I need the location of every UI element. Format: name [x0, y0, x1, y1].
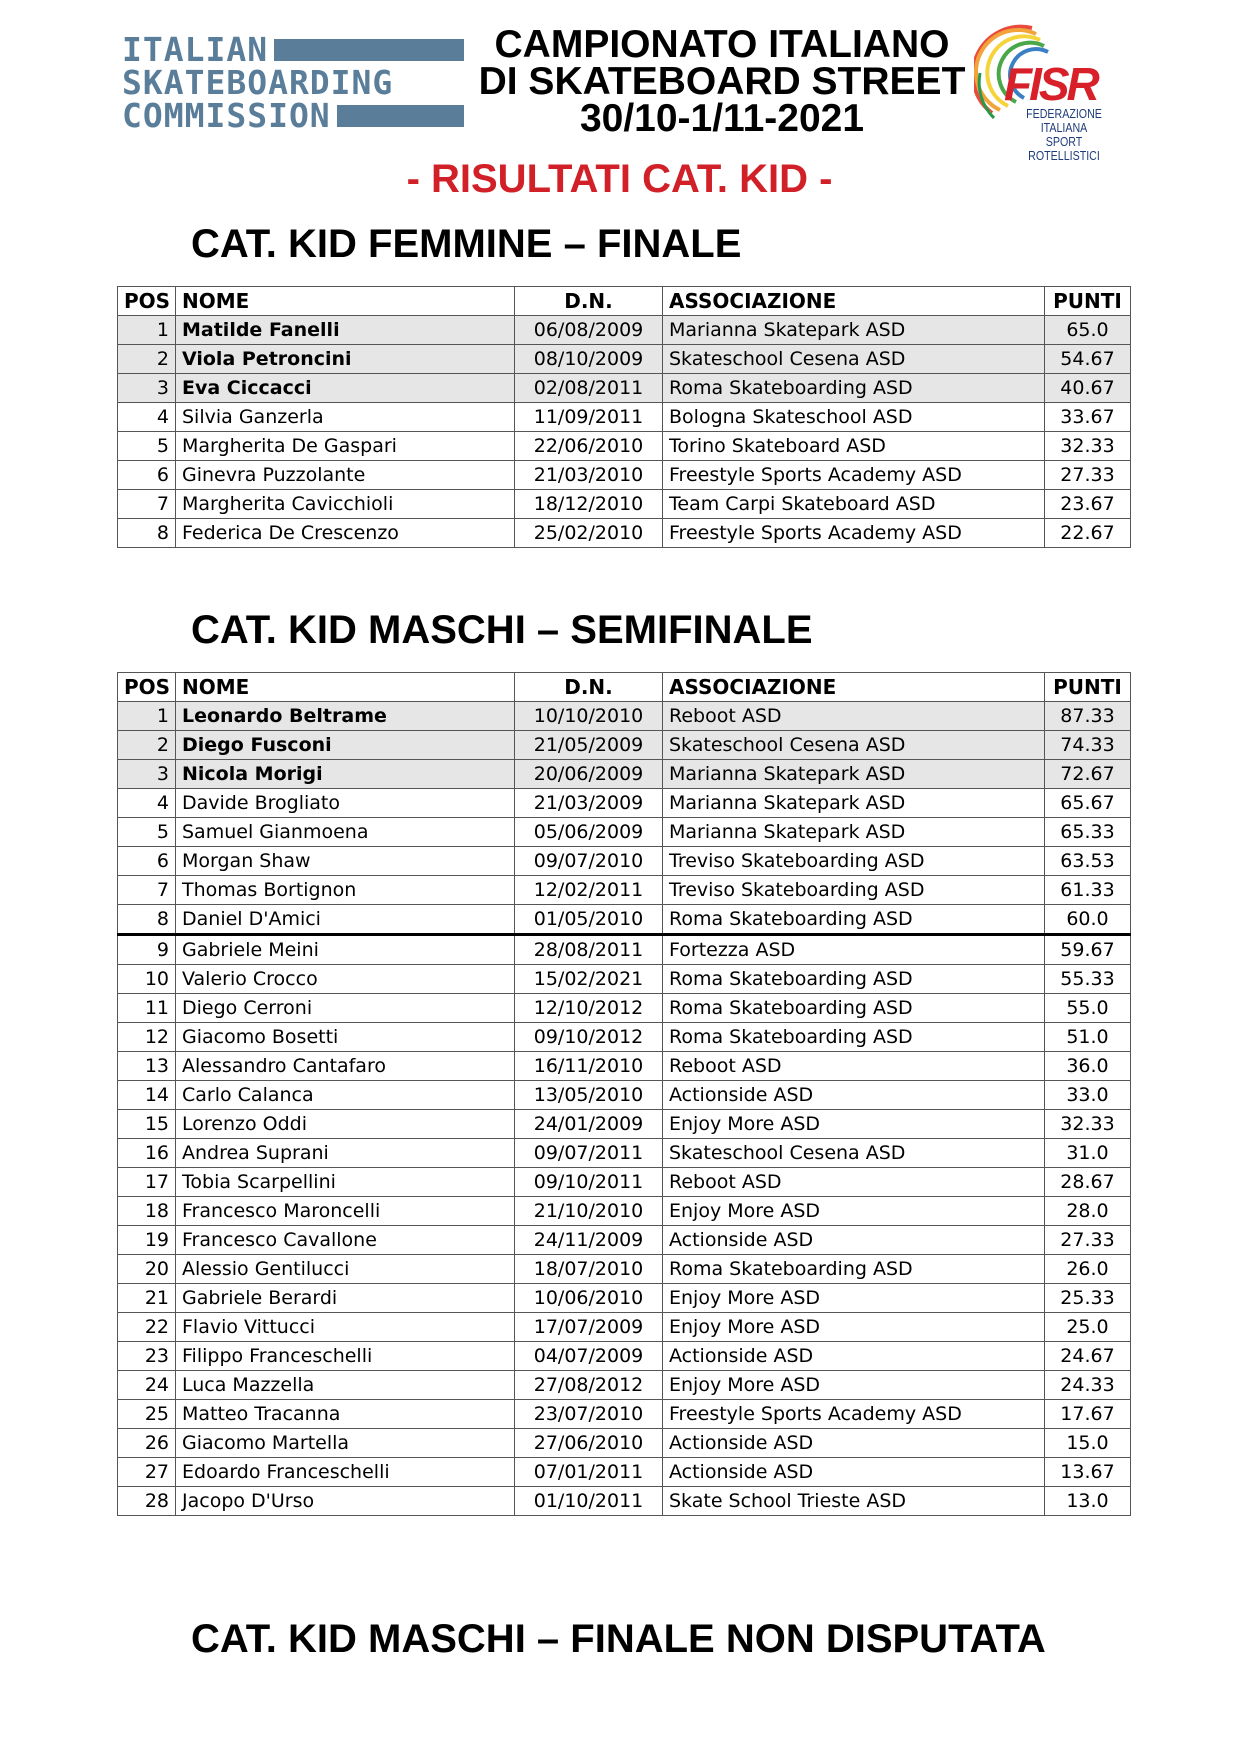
cell-dob: 10/06/2010 [515, 1284, 663, 1313]
cell-pos: 14 [118, 1081, 176, 1110]
cell-dob: 10/10/2010 [515, 702, 663, 731]
cell-club: Actionside ASD [663, 1429, 1045, 1458]
cell-club: Freestyle Sports Academy ASD [663, 1400, 1045, 1429]
cell-name: Eva Ciccacci [176, 374, 515, 403]
cell-dob: 24/01/2009 [515, 1110, 663, 1139]
isc-logo-line-1: ITALIAN [122, 30, 269, 69]
table-row [118, 1255, 1131, 1284]
table-row [118, 1168, 1131, 1197]
table-row [118, 461, 1131, 490]
cell-pos: 4 [118, 403, 176, 432]
cell-points: 25.33 [1045, 1284, 1131, 1313]
cell-name: Alessandro Cantafaro [176, 1052, 515, 1081]
cell-pos: 8 [118, 905, 176, 935]
cell-pos: 18 [118, 1197, 176, 1226]
isc-logo-line-2: SKATEBOARDING [122, 63, 394, 102]
cell-club: Freestyle Sports Academy ASD [663, 461, 1045, 490]
cell-points: 28.67 [1045, 1168, 1131, 1197]
cell-pos: 26 [118, 1429, 176, 1458]
cell-name: Giacomo Bosetti [176, 1023, 515, 1052]
cell-dob: 06/08/2009 [515, 316, 663, 345]
cell-name: Federica De Crescenzo [176, 519, 515, 548]
cell-club: Team Carpi Skateboard ASD [663, 490, 1045, 519]
cell-points: 87.33 [1045, 702, 1131, 731]
cell-dob: 21/05/2009 [515, 731, 663, 760]
cell-club: Roma Skateboarding ASD [663, 374, 1045, 403]
cell-dob: 09/10/2012 [515, 1023, 663, 1052]
col-club-header: ASSOCIAZIONE [663, 287, 1045, 316]
results-subtitle: - RISULTATI CAT. KID - [406, 157, 833, 201]
cell-points: 25.0 [1045, 1313, 1131, 1342]
cell-dob: 09/10/2011 [515, 1168, 663, 1197]
table-row [118, 374, 1131, 403]
table-header-row [118, 673, 1131, 702]
cell-name: Diego Fusconi [176, 731, 515, 760]
cell-club: Roma Skateboarding ASD [663, 905, 1045, 935]
table-row [118, 490, 1131, 519]
cell-club: Enjoy More ASD [663, 1371, 1045, 1400]
cell-dob: 24/11/2009 [515, 1226, 663, 1255]
cell-dob: 21/03/2010 [515, 461, 663, 490]
table-row [118, 1052, 1131, 1081]
cell-dob: 27/08/2012 [515, 1371, 663, 1400]
table-row [118, 1400, 1131, 1429]
cell-pos: 5 [118, 432, 176, 461]
col-club-header: ASSOCIAZIONE [663, 673, 1045, 702]
table-row [118, 1313, 1131, 1342]
cell-club: Marianna Skatepark ASD [663, 789, 1045, 818]
isc-logo-line-3: COMMISSION [122, 96, 331, 135]
cell-club: Marianna Skatepark ASD [663, 818, 1045, 847]
cell-club: Reboot ASD [663, 702, 1045, 731]
final-not-held-note: CAT. KID MASCHI – FINALE NON DISPUTATA [191, 1617, 1046, 1661]
cell-club: Skate School Trieste ASD [663, 1487, 1045, 1516]
cell-points: 22.67 [1045, 519, 1131, 548]
table-row [118, 935, 1131, 965]
cell-name: Margherita De Gaspari [176, 432, 515, 461]
cell-points: 74.33 [1045, 731, 1131, 760]
cell-dob: 05/06/2009 [515, 818, 663, 847]
cell-dob: 04/07/2009 [515, 1342, 663, 1371]
cell-name: Matteo Tracanna [176, 1400, 515, 1429]
table-row [118, 1197, 1131, 1226]
cell-dob: 09/07/2011 [515, 1139, 663, 1168]
cell-points: 33.67 [1045, 403, 1131, 432]
cell-club: Roma Skateboarding ASD [663, 1255, 1045, 1284]
cell-points: 59.67 [1045, 935, 1131, 965]
cell-pos: 21 [118, 1284, 176, 1313]
cell-name: Gabriele Meini [176, 935, 515, 965]
table-row [118, 1458, 1131, 1487]
table-row [118, 847, 1131, 876]
cell-name: Samuel Gianmoena [176, 818, 515, 847]
cell-name: Viola Petroncini [176, 345, 515, 374]
cell-points: 65.0 [1045, 316, 1131, 345]
cell-name: Valerio Crocco [176, 965, 515, 994]
cell-club: Reboot ASD [663, 1052, 1045, 1081]
col-pos-header: POS [118, 287, 176, 316]
cell-club: Roma Skateboarding ASD [663, 965, 1045, 994]
cell-dob: 23/07/2010 [515, 1400, 663, 1429]
cell-club: Bologna Skateschool ASD [663, 403, 1045, 432]
cell-dob: 07/01/2011 [515, 1458, 663, 1487]
table-row [118, 1139, 1131, 1168]
cell-pos: 8 [118, 519, 176, 548]
cell-name: Alessio Gentilucci [176, 1255, 515, 1284]
cell-name: Morgan Shaw [176, 847, 515, 876]
cell-name: Margherita Cavicchioli [176, 490, 515, 519]
table-row [118, 1226, 1131, 1255]
table-row [118, 905, 1131, 935]
table-row [118, 403, 1131, 432]
cell-club: Treviso Skateboarding ASD [663, 876, 1045, 905]
event-dates: 30/10-1/11-2021 [579, 97, 865, 140]
col-dob-header: D.N. [515, 673, 663, 702]
cell-name: Edoardo Franceschelli [176, 1458, 515, 1487]
cell-pos: 27 [118, 1458, 176, 1487]
cell-club: Enjoy More ASD [663, 1313, 1045, 1342]
table-row [118, 1023, 1131, 1052]
cell-club: Enjoy More ASD [663, 1284, 1045, 1313]
table-header-row [118, 287, 1131, 316]
cell-club: Skateschool Cesena ASD [663, 345, 1045, 374]
cell-points: 65.67 [1045, 789, 1131, 818]
cell-name: Tobia Scarpellini [176, 1168, 515, 1197]
cell-points: 32.33 [1045, 432, 1131, 461]
cell-name: Daniel D'Amici [176, 905, 515, 935]
cell-club: Enjoy More ASD [663, 1110, 1045, 1139]
cell-club: Roma Skateboarding ASD [663, 1023, 1045, 1052]
cell-dob: 12/10/2012 [515, 994, 663, 1023]
cell-name: Filippo Franceschelli [176, 1342, 515, 1371]
cell-name: Giacomo Martella [176, 1429, 515, 1458]
cell-dob: 09/07/2010 [515, 847, 663, 876]
cell-points: 61.33 [1045, 876, 1131, 905]
cell-points: 26.0 [1045, 1255, 1131, 1284]
table-row [118, 994, 1131, 1023]
cell-points: 31.0 [1045, 1139, 1131, 1168]
cell-name: Thomas Bortignon [176, 876, 515, 905]
cell-points: 27.33 [1045, 1226, 1131, 1255]
cell-pos: 7 [118, 490, 176, 519]
table-row [118, 789, 1131, 818]
table-row [118, 1110, 1131, 1139]
table-row [118, 1371, 1131, 1400]
cell-points: 33.0 [1045, 1081, 1131, 1110]
cell-dob: 27/06/2010 [515, 1429, 663, 1458]
cell-name: Leonardo Beltrame [176, 702, 515, 731]
col-points-header: PUNTI [1045, 673, 1131, 702]
cell-pos: 4 [118, 789, 176, 818]
cell-dob: 17/07/2009 [515, 1313, 663, 1342]
cell-dob: 15/02/2021 [515, 965, 663, 994]
cell-name: Gabriele Berardi [176, 1284, 515, 1313]
table-row [118, 731, 1131, 760]
document-header [0, 0, 1239, 163]
cell-pos: 15 [118, 1110, 176, 1139]
cell-pos: 22 [118, 1313, 176, 1342]
table-row [118, 1487, 1131, 1516]
fisr-subtitle: FEDERAZIONE ITALIANA SPORT ROTELLISTICI [1026, 106, 1102, 163]
table-row [118, 1342, 1131, 1371]
cell-name: Ginevra Puzzolante [176, 461, 515, 490]
cell-name: Matilde Fanelli [176, 316, 515, 345]
cell-pos: 19 [118, 1226, 176, 1255]
isc-logo [122, 30, 464, 135]
cell-pos: 17 [118, 1168, 176, 1197]
cell-pos: 5 [118, 818, 176, 847]
cell-points: 54.67 [1045, 345, 1131, 374]
cell-name: Andrea Suprani [176, 1139, 515, 1168]
cell-points: 36.0 [1045, 1052, 1131, 1081]
cell-points: 63.53 [1045, 847, 1131, 876]
cell-dob: 18/07/2010 [515, 1255, 663, 1284]
section-title-femmine: CAT. KID FEMMINE – FINALE [191, 222, 742, 266]
cell-dob: 18/12/2010 [515, 490, 663, 519]
results-table-maschi [117, 672, 1131, 1516]
table-row [118, 1284, 1131, 1313]
cell-pos: 1 [118, 702, 176, 731]
cell-name: Davide Brogliato [176, 789, 515, 818]
cell-points: 51.0 [1045, 1023, 1131, 1052]
event-title-line-1: CAMPIONATO ITALIANO [494, 23, 950, 66]
fisr-logo-text: FISR [1004, 58, 1097, 110]
cell-dob: 21/10/2010 [515, 1197, 663, 1226]
cell-name: Carlo Calanca [176, 1081, 515, 1110]
event-title [462, 23, 982, 140]
cell-dob: 01/05/2010 [515, 905, 663, 935]
table-row [118, 316, 1131, 345]
col-pos-header: POS [118, 673, 176, 702]
col-dob-header: D.N. [515, 287, 663, 316]
cell-pos: 25 [118, 1400, 176, 1429]
cell-club: Actionside ASD [663, 1226, 1045, 1255]
cell-pos: 13 [118, 1052, 176, 1081]
section-title-maschi: CAT. KID MASCHI – SEMIFINALE [191, 608, 813, 652]
table-row [118, 702, 1131, 731]
cell-name: Luca Mazzella [176, 1371, 515, 1400]
cell-dob: 25/02/2010 [515, 519, 663, 548]
cell-pos: 9 [118, 935, 176, 965]
cell-club: Reboot ASD [663, 1168, 1045, 1197]
cell-points: 55.33 [1045, 965, 1131, 994]
cell-points: 40.67 [1045, 374, 1131, 403]
cell-name: Diego Cerroni [176, 994, 515, 1023]
cell-name: Jacopo D'Urso [176, 1487, 515, 1516]
cell-points: 24.67 [1045, 1342, 1131, 1371]
cell-points: 13.0 [1045, 1487, 1131, 1516]
table-row [118, 1429, 1131, 1458]
cell-dob: 28/08/2011 [515, 935, 663, 965]
cell-dob: 12/02/2011 [515, 876, 663, 905]
cell-pos: 6 [118, 847, 176, 876]
cell-dob: 08/10/2009 [515, 345, 663, 374]
cell-pos: 28 [118, 1487, 176, 1516]
cell-points: 28.0 [1045, 1197, 1131, 1226]
cell-club: Skateschool Cesena ASD [663, 731, 1045, 760]
cell-club: Marianna Skatepark ASD [663, 316, 1045, 345]
cell-points: 32.33 [1045, 1110, 1131, 1139]
table-row [118, 345, 1131, 374]
cell-name: Francesco Maroncelli [176, 1197, 515, 1226]
cell-points: 15.0 [1045, 1429, 1131, 1458]
cell-name: Silvia Ganzerla [176, 403, 515, 432]
cell-club: Torino Skateboard ASD [663, 432, 1045, 461]
cell-points: 27.33 [1045, 461, 1131, 490]
cell-pos: 1 [118, 316, 176, 345]
table-row [118, 519, 1131, 548]
cell-pos: 24 [118, 1371, 176, 1400]
cell-points: 17.67 [1045, 1400, 1131, 1429]
cell-club: Freestyle Sports Academy ASD [663, 519, 1045, 548]
table-row [118, 760, 1131, 789]
cell-points: 13.67 [1045, 1458, 1131, 1487]
cell-pos: 12 [118, 1023, 176, 1052]
cell-pos: 3 [118, 760, 176, 789]
cell-name: Lorenzo Oddi [176, 1110, 515, 1139]
cell-pos: 2 [118, 731, 176, 760]
cell-dob: 01/10/2011 [515, 1487, 663, 1516]
cell-dob: 20/06/2009 [515, 760, 663, 789]
cell-points: 23.67 [1045, 490, 1131, 519]
cell-pos: 3 [118, 374, 176, 403]
cell-pos: 6 [118, 461, 176, 490]
cell-club: Actionside ASD [663, 1458, 1045, 1487]
table-row [118, 965, 1131, 994]
cell-pos: 7 [118, 876, 176, 905]
cell-pos: 20 [118, 1255, 176, 1284]
col-name-header: NOME [176, 673, 515, 702]
cell-pos: 23 [118, 1342, 176, 1371]
cell-points: 65.33 [1045, 818, 1131, 847]
cell-points: 24.33 [1045, 1371, 1131, 1400]
cell-dob: 21/03/2009 [515, 789, 663, 818]
table-row [118, 876, 1131, 905]
cell-dob: 22/06/2010 [515, 432, 663, 461]
cell-club: Treviso Skateboarding ASD [663, 847, 1045, 876]
cell-pos: 2 [118, 345, 176, 374]
cell-pos: 10 [118, 965, 176, 994]
cell-points: 72.67 [1045, 760, 1131, 789]
table-row [118, 818, 1131, 847]
cell-name: Flavio Vittucci [176, 1313, 515, 1342]
cell-points: 55.0 [1045, 994, 1131, 1023]
cell-club: Roma Skateboarding ASD [663, 994, 1045, 1023]
col-points-header: PUNTI [1045, 287, 1131, 316]
cell-name: Francesco Cavallone [176, 1226, 515, 1255]
cell-club: Fortezza ASD [663, 935, 1045, 965]
cell-dob: 02/08/2011 [515, 374, 663, 403]
cell-club: Actionside ASD [663, 1342, 1045, 1371]
table-row [118, 1081, 1131, 1110]
cell-name: Nicola Morigi [176, 760, 515, 789]
cell-dob: 16/11/2010 [515, 1052, 663, 1081]
cell-club: Actionside ASD [663, 1081, 1045, 1110]
cell-club: Marianna Skatepark ASD [663, 760, 1045, 789]
cell-pos: 11 [118, 994, 176, 1023]
col-name-header: NOME [176, 287, 515, 316]
cell-club: Skateschool Cesena ASD [663, 1139, 1045, 1168]
results-table-femmine [117, 286, 1131, 548]
cell-club: Enjoy More ASD [663, 1197, 1045, 1226]
cell-pos: 16 [118, 1139, 176, 1168]
table-row [118, 432, 1131, 461]
cell-dob: 11/09/2011 [515, 403, 663, 432]
cell-dob: 13/05/2010 [515, 1081, 663, 1110]
event-title-line-2: DI SKATEBOARD STREET [478, 60, 966, 103]
cell-points: 60.0 [1045, 905, 1131, 935]
